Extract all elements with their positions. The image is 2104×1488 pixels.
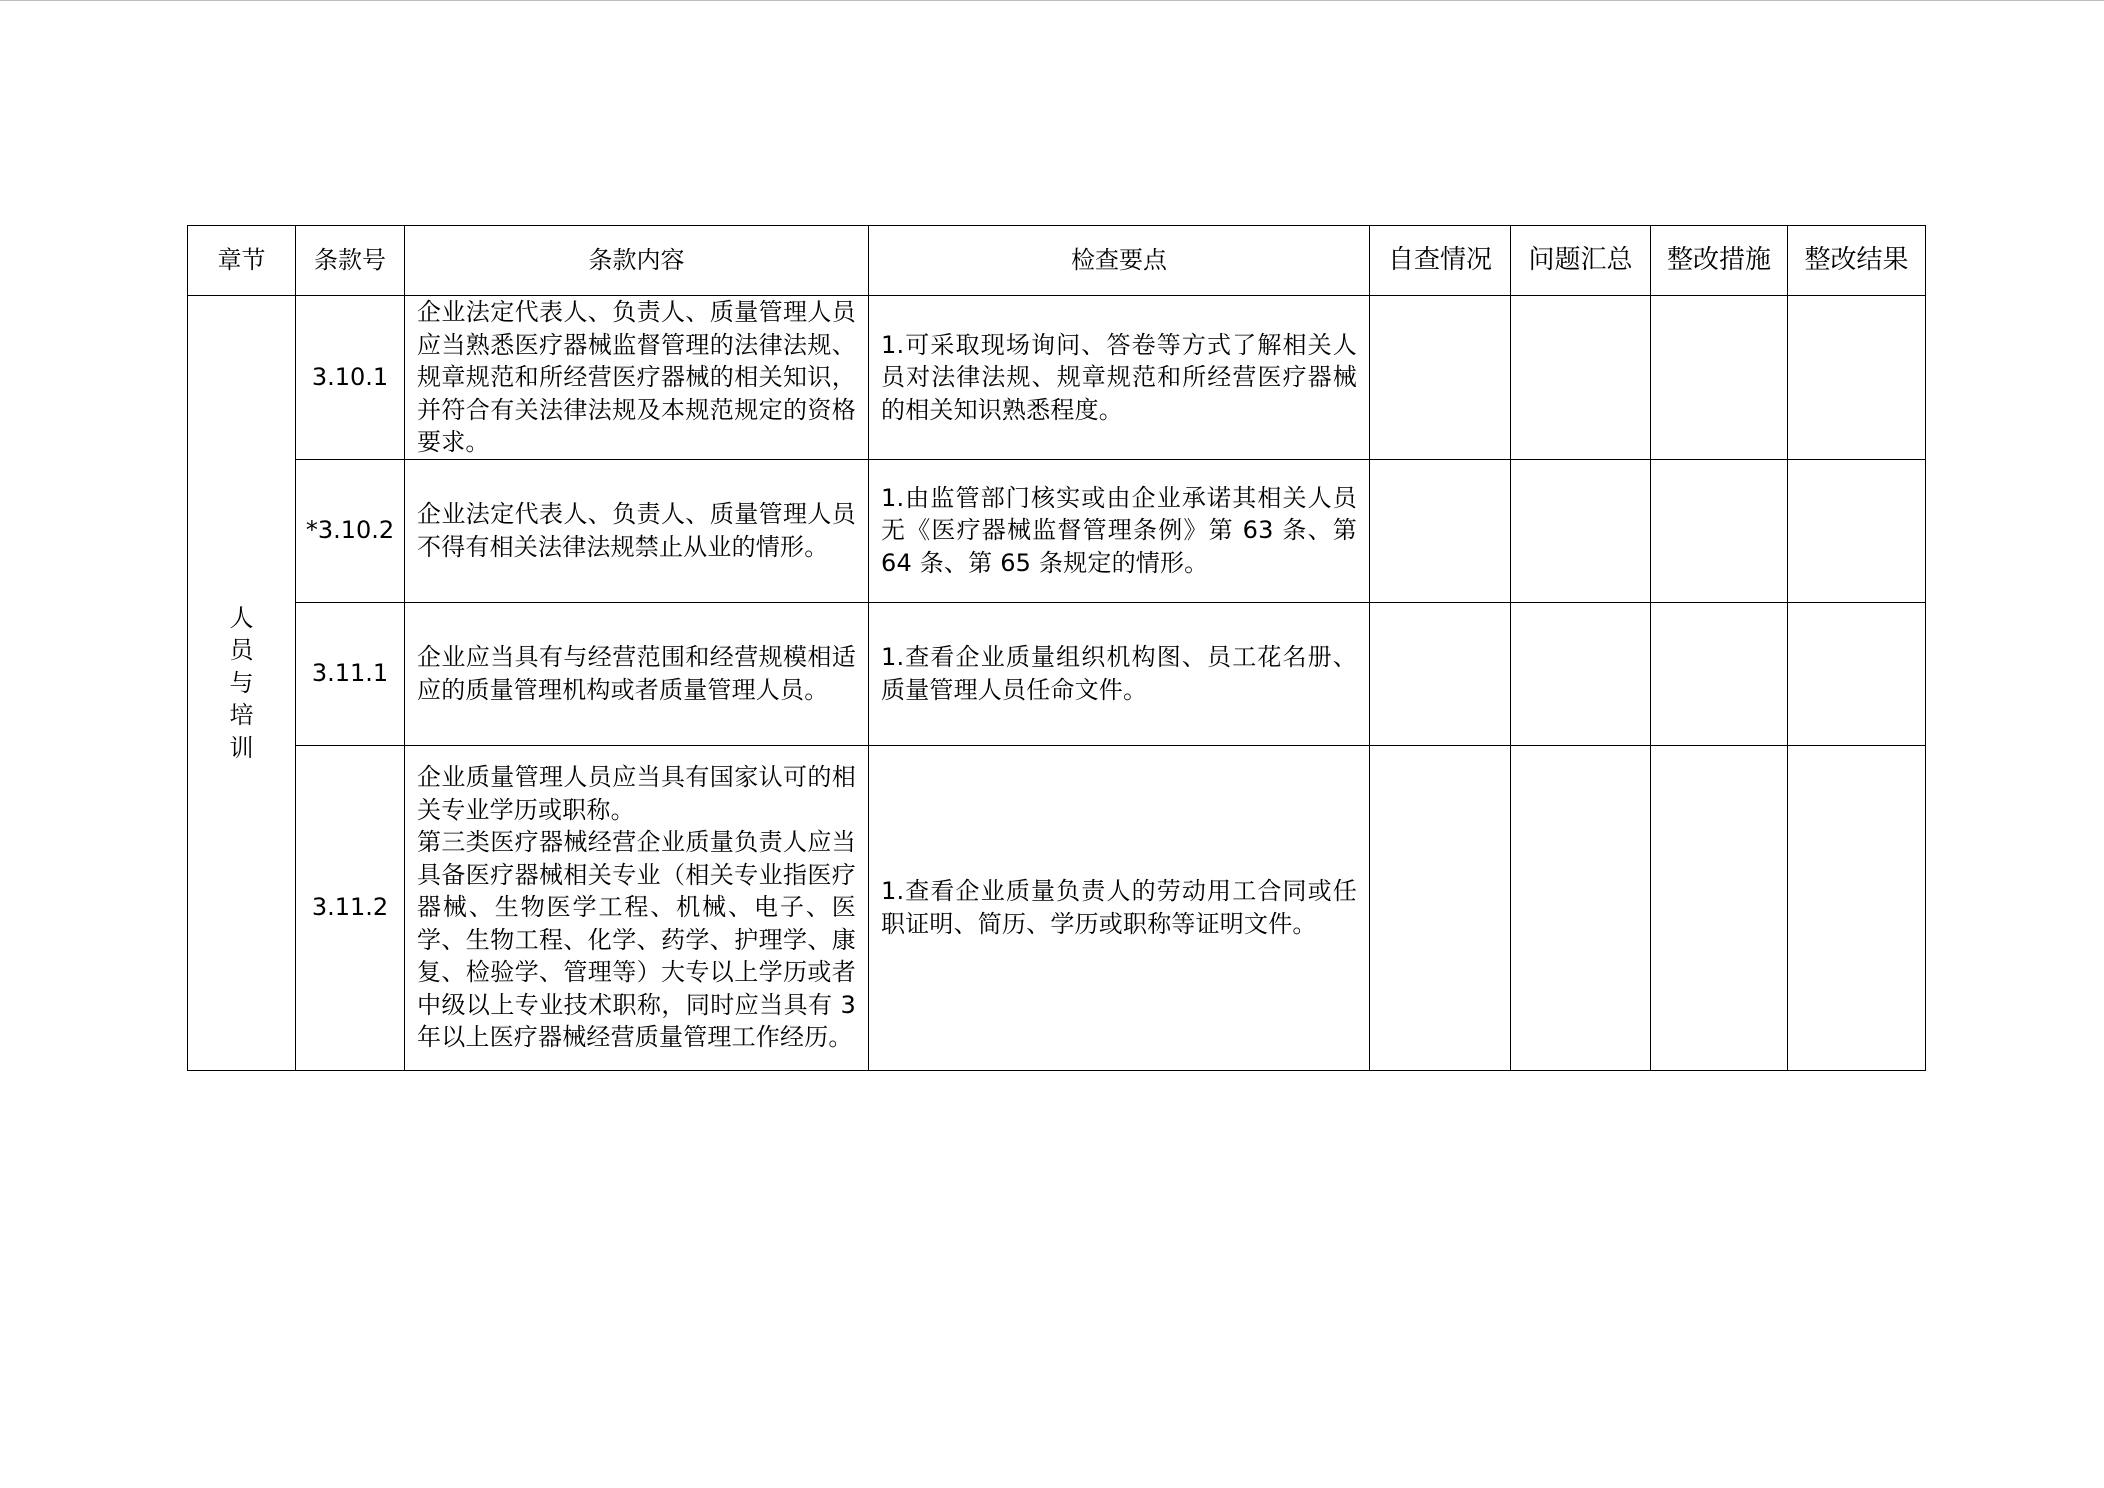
clause-content	[405, 459, 869, 602]
clause-number: *3.10.2	[296, 459, 405, 602]
page-top-edge	[0, 0, 2104, 1]
clause-paragraph: 企业质量管理人员应当具有国家认可的相关专业学历或职称。	[417, 763, 856, 824]
header-self-check: 自查情况	[1370, 226, 1511, 296]
clause-number: 3.10.1	[296, 296, 405, 460]
clause-content	[405, 296, 869, 460]
header-inspection-points: 检查要点	[869, 226, 1370, 296]
clause-number: 3.11.1	[296, 602, 405, 745]
clause-content	[405, 745, 869, 1070]
issue-summary-cell	[1511, 745, 1651, 1070]
header-chapter: 章节	[188, 226, 296, 296]
rectification-measures-cell	[1651, 296, 1788, 460]
clause-content	[405, 602, 869, 745]
table-row	[188, 602, 1926, 745]
rectification-result-cell	[1788, 459, 1926, 602]
clause-number: 3.11.2	[296, 745, 405, 1070]
inspection-points: 1.由监管部门核实或由企业承诺其相关人员无《医疗器械监督管理条例》第 63 条、第 64 条、第 65 条规定的情形。	[869, 459, 1370, 602]
chapter-cell	[188, 296, 296, 1071]
rectification-result-cell	[1788, 745, 1926, 1070]
header-clause-content: 条款内容	[405, 226, 869, 296]
self-inspection-table	[187, 225, 1926, 1071]
rectification-result-cell	[1788, 602, 1926, 745]
clause-paragraph: 企业法定代表人、负责人、质量管理人员应当熟悉医疗器械监督管理的法律法规、规章规范和所经营医疗器械的相关知识，并符合有关法律法规及本规范规定的资格要求。	[417, 298, 856, 456]
rectification-measures-cell	[1651, 459, 1788, 602]
self-check-cell	[1370, 602, 1511, 745]
table-row	[188, 745, 1926, 1070]
rectification-measures-cell	[1651, 745, 1788, 1070]
inspection-points: 1.查看企业质量组织机构图、员工花名册、质量管理人员任命文件。	[869, 602, 1370, 745]
rectification-measures-cell	[1651, 602, 1788, 745]
clause-paragraph: 第三类医疗器械经营企业质量负责人应当具备医疗器械相关专业（相关专业指医疗器械、生物医学工程、机械、电子、医学、生物工程、化学、药学、护理学、康复、检验学、管理等）大专以上学历或者中级以上专业技术职称，同时应当具有 3 年以上医疗器械经营质量管理工作经历。	[417, 828, 856, 1052]
self-check-cell	[1370, 745, 1511, 1070]
header-row	[188, 226, 1926, 296]
self-check-cell	[1370, 296, 1511, 460]
chapter-char: 员	[229, 636, 254, 664]
table-row	[188, 296, 1926, 460]
header-rectification-measures: 整改措施	[1651, 226, 1788, 296]
header-rectification-result: 整改结果	[1788, 226, 1926, 296]
rectification-result-cell	[1788, 296, 1926, 460]
self-check-cell	[1370, 459, 1511, 602]
chapter-char: 与	[229, 668, 254, 697]
clause-paragraph: 企业法定代表人、负责人、质量管理人员不得有相关法律法规禁止从业的情形。	[417, 500, 856, 561]
header-issue-summary: 问题汇总	[1511, 226, 1651, 296]
header-clause-number: 条款号	[296, 226, 405, 296]
chapter-char: 培	[229, 701, 254, 729]
issue-summary-cell	[1511, 296, 1651, 460]
clause-paragraph: 企业应当具有与经营范围和经营规模相适应的质量管理机构或者质量管理人员。	[417, 643, 856, 704]
table-row	[188, 459, 1926, 602]
inspection-points: 1.可采取现场询问、答卷等方式了解相关人员对法律法规、规章规范和所经营医疗器械的相关知识熟悉程度。	[869, 296, 1370, 460]
issue-summary-cell	[1511, 459, 1651, 602]
inspection-points: 1.查看企业质量负责人的劳动用工合同或任职证明、简历、学历或职称等证明文件。	[869, 745, 1370, 1070]
chapter-char: 训	[229, 733, 254, 762]
issue-summary-cell	[1511, 602, 1651, 745]
chapter-char: 人	[229, 603, 254, 632]
